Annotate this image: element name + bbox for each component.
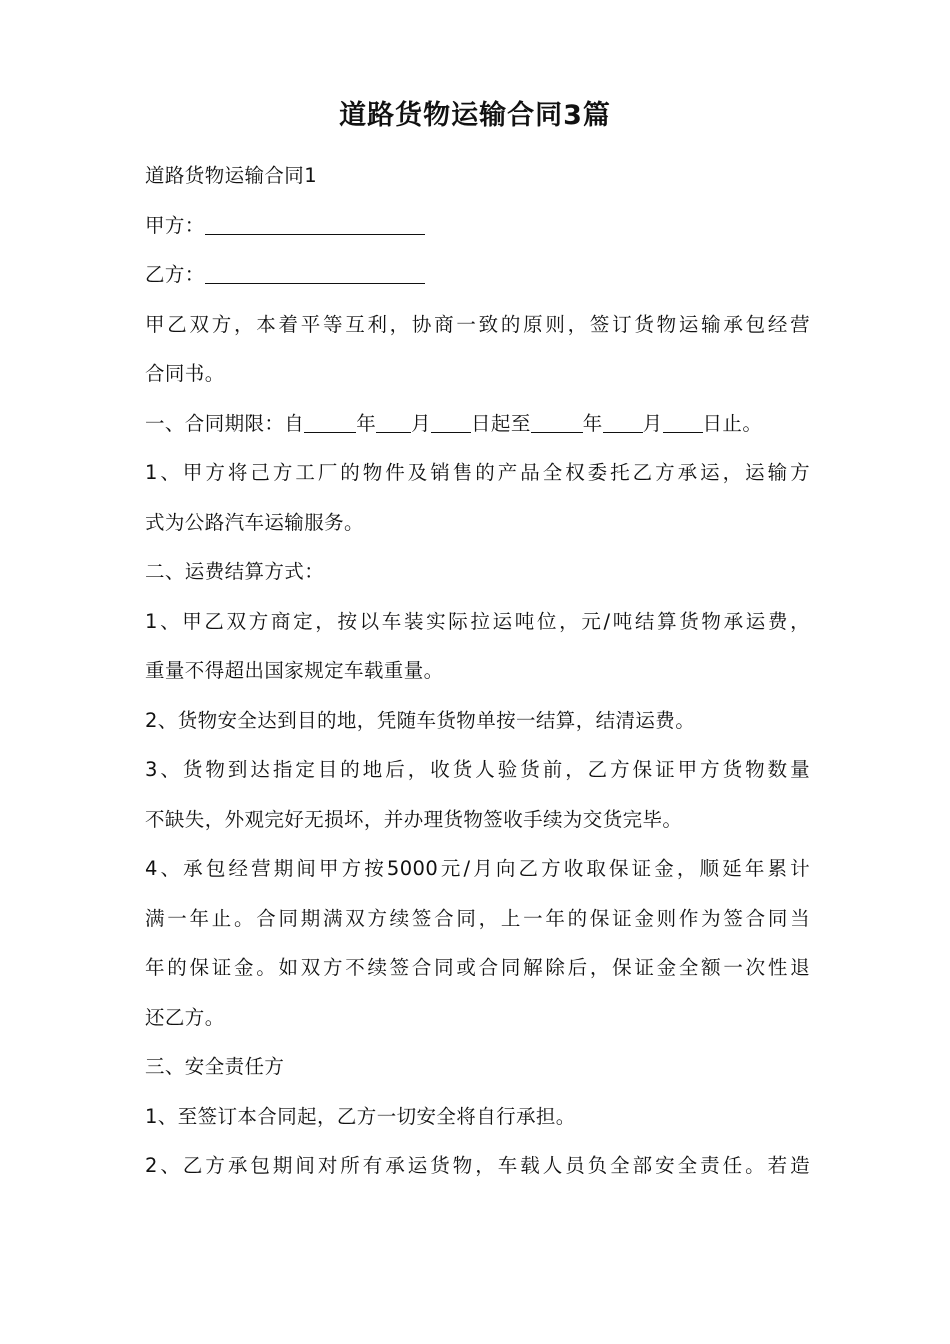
document-body <box>145 151 810 1191</box>
term-start-day-blank <box>431 431 471 433</box>
clause-3-1: 1、至签订本合同起，乙方一切安全将自行承担。 <box>145 1104 576 1128</box>
term-end-year-blank <box>531 431 583 433</box>
term-end-month-blank <box>603 431 643 433</box>
term-start-year-blank <box>304 431 356 433</box>
party-a-label: 甲方： <box>145 213 205 237</box>
clause-2-1-line-2: 重量不得超出国家规定车载重量。 <box>145 659 444 682</box>
term-start-month-blank <box>376 431 411 433</box>
term-day-1: 日起至 <box>471 411 531 435</box>
party-b-line <box>145 250 810 300</box>
clause-2-3-line-2: 不缺失，外观完好无损坏，并办理货物签收手续为交货完毕。 <box>145 807 683 831</box>
term-month-2: 月 <box>642 411 663 435</box>
document-title: 道路货物运输合同3篇 <box>339 100 611 131</box>
clause-2-1-line-1: 1、甲乙双方商定，按以车装实际拉运吨位，元/吨结算货物承运费， <box>145 609 810 633</box>
clause-2-4-line-2: 满一年止。合同期满双方续签合同，上一年的保证金则作为签合同当 <box>145 906 810 930</box>
contract-term-line <box>145 399 810 449</box>
clause-3-2-line-1: 2、乙方承包期间对所有承运货物，车载人员负全部安全责任。若造 <box>145 1154 810 1177</box>
clause-2-4-line-1: 4、承包经营期间甲方按5000元/月向乙方收取保证金，顺延年累计 <box>145 857 810 880</box>
clause-1-1-line-2: 式为公路汽车运输服务。 <box>145 510 364 534</box>
intro-line-2: 合同书。 <box>145 362 225 385</box>
section-3-heading: 三、安全责任方 <box>145 1055 285 1078</box>
clause-2-3-line-1: 3、货物到达指定目的地后，收货人验货前，乙方保证甲方货物数量 <box>145 758 810 781</box>
party-a-blank <box>205 233 425 235</box>
term-year-1: 年 <box>356 411 377 435</box>
clause-1-1-line-1: 1、甲方将己方工厂的物件及销售的产品全权委托乙方承运，运输方 <box>145 461 810 484</box>
section-2-heading: 二、运费结算方式： <box>145 560 325 583</box>
term-year-2: 年 <box>582 411 603 435</box>
term-month-1: 月 <box>411 411 432 435</box>
term-end-day-blank <box>663 431 703 433</box>
party-b-blank <box>205 282 425 284</box>
clause-2-4-line-4: 还乙方。 <box>145 1005 225 1029</box>
term-day-2: 日止。 <box>702 411 763 435</box>
clause-2-4-line-3: 年的保证金。如双方不续签合同或合同解除后，保证金全额一次性退 <box>145 956 810 979</box>
party-a-line <box>145 201 810 251</box>
party-b-label: 乙方： <box>145 263 205 286</box>
term-prefix: 一、合同期限：自 <box>145 411 305 435</box>
contract-subtitle: 道路货物运输合同1 <box>145 164 318 187</box>
intro-line-1: 甲乙双方，本着平等互利，协商一致的原则，签订货物运输承包经营 <box>145 312 810 336</box>
clause-2-2: 2、货物安全达到目的地，凭随车货物单按一结算，结清运费。 <box>145 708 696 732</box>
